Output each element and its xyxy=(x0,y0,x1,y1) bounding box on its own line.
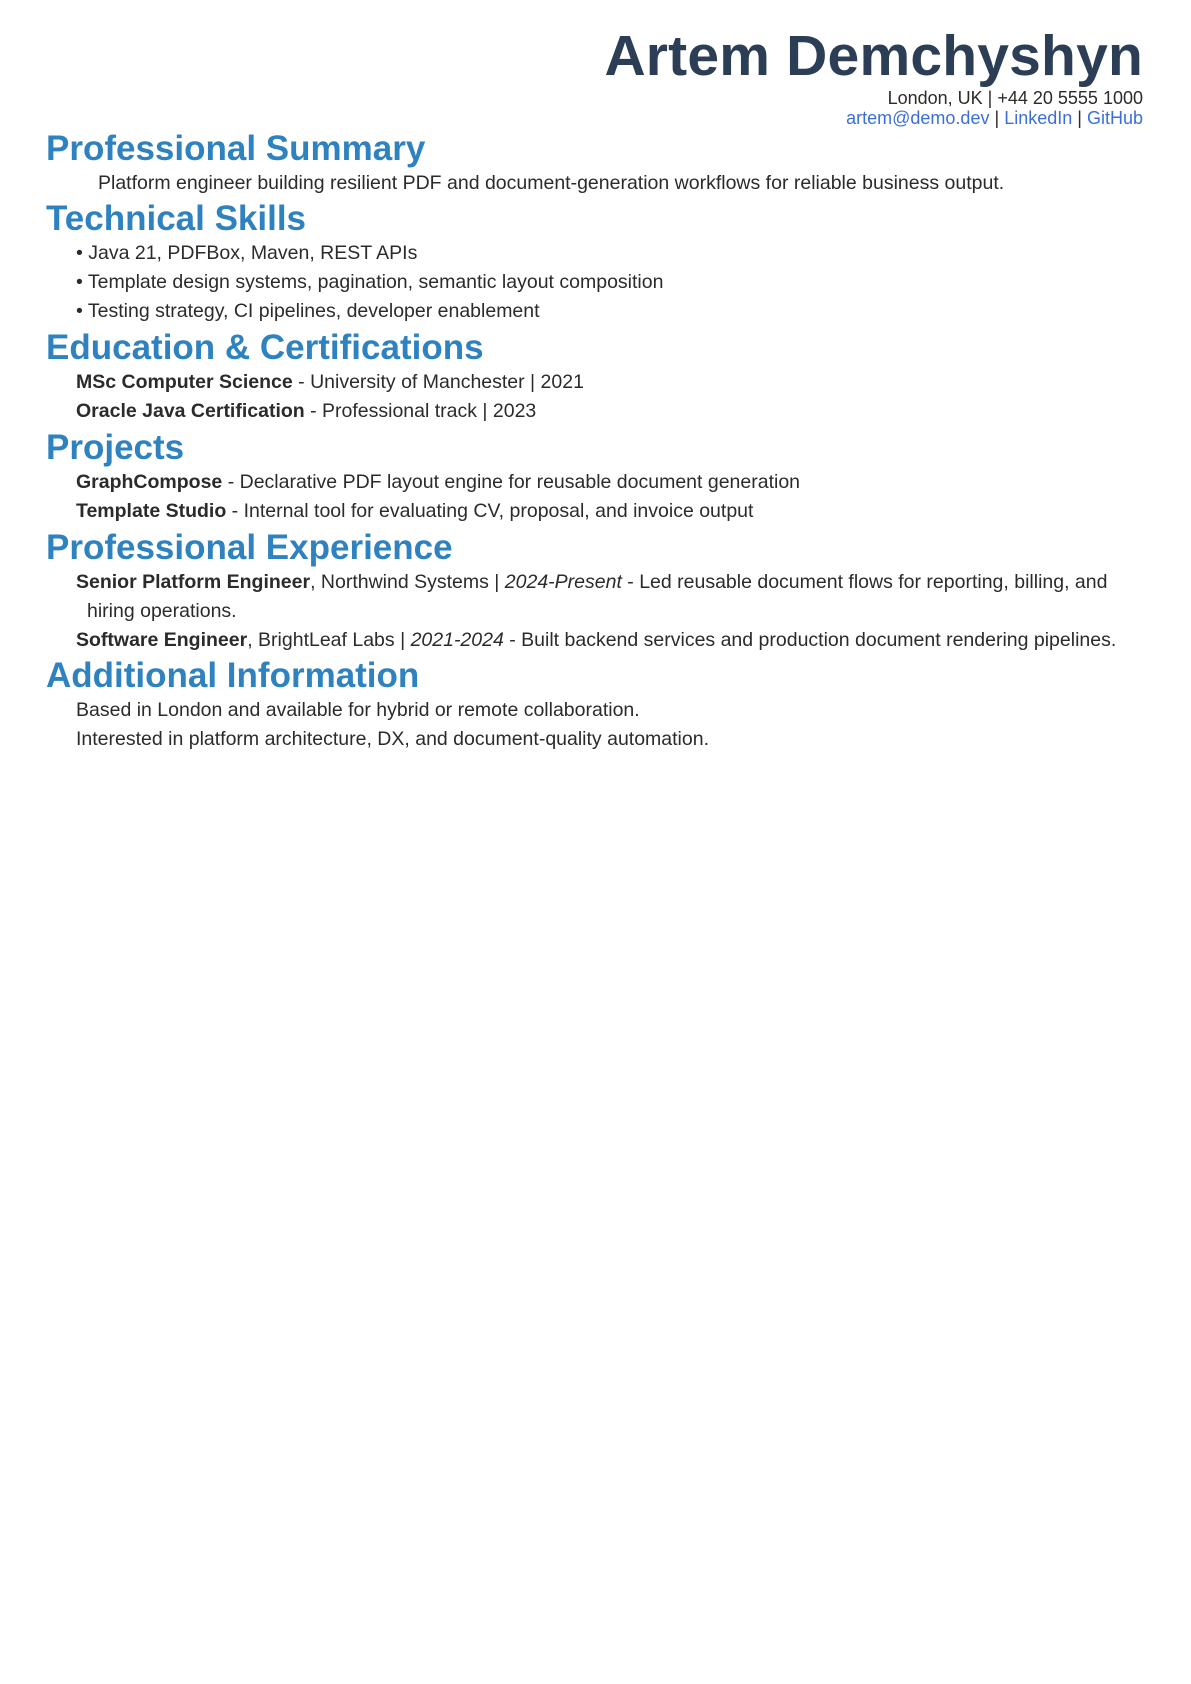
skill-item: • Testing strategy, CI pipelines, developer enablement xyxy=(76,300,540,322)
project-name: GraphCompose xyxy=(76,471,223,493)
skills-section xyxy=(46,199,663,326)
project-detail: - Internal tool for evaluating CV, proposal, and invoice output xyxy=(226,500,754,522)
github-link[interactable]: GitHub xyxy=(1086,108,1143,128)
job-company: , Northwind Systems | xyxy=(310,571,505,593)
skill-item: • Template design systems, pagination, semantic layout composition xyxy=(76,271,664,293)
summary-section xyxy=(46,129,1004,198)
section-heading: Additional Information xyxy=(46,656,420,695)
candidate-name: Artem Demchyshyn xyxy=(604,24,1143,88)
location-phone: London, UK | +44 20 5555 1000 xyxy=(887,88,1143,108)
job-role: Senior Platform Engineer xyxy=(76,571,311,593)
education-item xyxy=(46,397,584,426)
additional-line: Interested in platform architecture, DX, and document-quality automation. xyxy=(76,728,709,750)
job-description: - Led reusable document flows for reporting, billing, and xyxy=(621,571,1108,593)
section-heading: Technical Skills xyxy=(46,199,307,238)
education-section xyxy=(46,328,584,426)
email-link[interactable]: artem@demo.dev xyxy=(846,108,990,128)
job-role: Software Engineer xyxy=(76,629,248,651)
linkedin-link[interactable]: LinkedIn xyxy=(1004,108,1073,128)
project-item xyxy=(46,497,800,526)
section-heading: Professional Summary xyxy=(46,129,426,168)
contact-links xyxy=(604,108,1143,128)
section-heading: Education & Certifications xyxy=(46,328,484,367)
education-item xyxy=(46,368,584,397)
link-separator: | xyxy=(1077,108,1082,128)
job-description-continued: hiring operations. xyxy=(87,600,237,622)
job-description: - Built backend services and production document rendering pipelines. xyxy=(503,629,1117,651)
link-separator: | xyxy=(994,108,1000,128)
project-detail: - Declarative PDF layout engine for reusable document generation xyxy=(222,471,801,493)
job-period: 2024-Present xyxy=(504,571,622,593)
additional-line: Based in London and available for hybrid or remote collaboration. xyxy=(76,699,640,721)
project-item xyxy=(46,468,800,497)
certification-detail: - Professional track | 2023 xyxy=(304,400,537,422)
projects-section xyxy=(46,428,800,526)
experience-item xyxy=(46,626,1116,655)
experience-item xyxy=(46,568,1116,597)
additional-section xyxy=(46,656,709,754)
summary-text: Platform engineer building resilient PDF and document-generation workflows for reliable business output. xyxy=(98,172,1005,194)
section-heading: Projects xyxy=(46,428,185,467)
certification-name: Oracle Java Certification xyxy=(76,400,305,422)
section-heading: Professional Experience xyxy=(46,528,453,567)
project-name: Template Studio xyxy=(76,500,227,522)
experience-section xyxy=(46,528,1116,655)
job-period: 2021-2024 xyxy=(410,629,504,651)
degree-name: MSc Computer Science xyxy=(76,371,293,393)
job-company: , BrightLeaf Labs | xyxy=(247,629,411,651)
degree-detail: - University of Manchester | 2021 xyxy=(292,371,584,393)
resume-header xyxy=(604,24,1143,128)
skill-item: • Java 21, PDFBox, Maven, REST APIs xyxy=(76,242,418,264)
